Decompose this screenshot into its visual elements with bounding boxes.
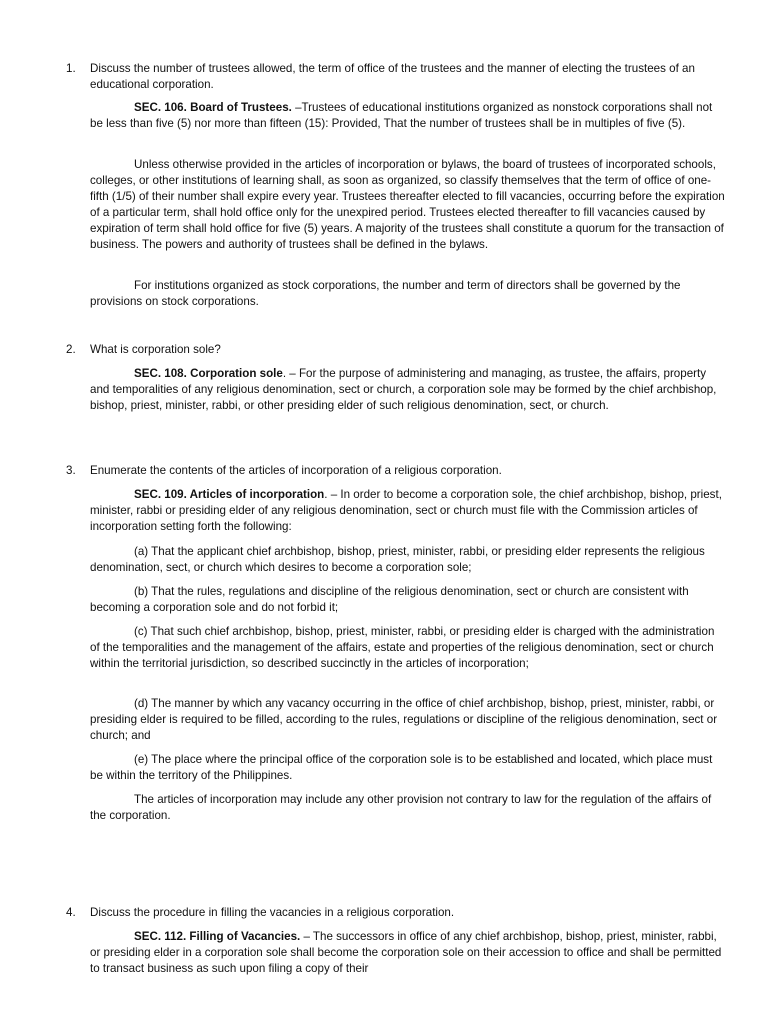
paragraph-text: (a) That the applicant chief archbishop, bishop, priest, minister, rabbi, or presiding elder represents the religious denomination, sect, or church which desires to become a corporation sole;: [90, 545, 705, 574]
paragraph: [90, 278, 726, 310]
paragraph-text: . – For the purpose of administering and managing, as trustee, the affairs, property and temporalities of any religious denomination, sect or church, a corporation sole may be formed by the chief archbishop, bishop, priest, minister, rabbi, or other presiding elder of such religious denomination, sect, or church.: [90, 367, 717, 412]
paragraph: [90, 752, 726, 784]
paragraph: [90, 100, 726, 132]
question-number: 1.: [66, 62, 76, 75]
paragraph: [90, 929, 726, 977]
question-number: 3.: [66, 464, 76, 477]
paragraph-text: – The successors in office of any chief archbishop, bishop, priest, minister, rabbi, or presiding elder in a corporation sole shall become the corporation sole on their accession to office and shall be permitted to transact business as such upon filing a copy of their: [90, 930, 722, 975]
paragraph-text: (d) The manner by which any vacancy occurring in the office of chief archbishop, bishop, priest, minister, rabbi, or presiding elder is required to be filled, according to the rules, regulations or discipline of the religious denomination, sect or church; and: [90, 697, 718, 742]
question-text: Discuss the number of trustees allowed, the term of office of the trustees and the manner of electing the trustees of an educational corporation.: [90, 62, 695, 91]
paragraph: [90, 792, 726, 824]
question-number: 2.: [66, 343, 76, 356]
paragraph: [90, 624, 726, 672]
question-4: [66, 905, 726, 921]
paragraph-text: Unless otherwise provided in the articles of incorporation or bylaws, the board of trustees of incorporated schools, colleges, or other institutions of learning shall, as soon as organized, so classify themselves that the term of office of one-fifth (1/5) of their number shall expire every year. Trustees thereafter elected to fill vacancies, occurring before the expiration of a particular term, shall hold office only for the unexpired period. Trustees elected thereafter to fill vacancies caused by expiration of term shall hold office for five (5) years. A majority of the trustees shall constitute a quorum for the transaction of business. The powers and authority of trustees shall be defined in the bylaws.: [90, 158, 725, 251]
question-text: Discuss the procedure in filling the vacancies in a religious corporation.: [90, 906, 455, 919]
question-3: [66, 463, 726, 479]
paragraph: [90, 157, 726, 253]
question-text: Enumerate the contents of the articles of incorporation of a religious corporation.: [90, 464, 502, 477]
paragraph: [90, 584, 726, 616]
paragraph-text: The articles of incorporation may include any other provision not contrary to law for the regulation of the affairs of the corporation.: [90, 793, 712, 822]
question-1: [66, 61, 726, 93]
paragraph: [90, 544, 726, 576]
paragraph-text: (e) The place where the principal office of the corporation sole is to be established and located, which place must be within the territory of the Philippines.: [90, 753, 713, 782]
section-heading: SEC. 108. Corporation sole: [134, 367, 283, 380]
paragraph-text: –Trustees of educational institutions organized as nonstock corporations shall not be less than five (5) nor more than fifteen (15): Provided, That the number of trustees shall be in multiples of five (5).: [90, 101, 713, 130]
paragraph-text: . – In order to become a corporation sole, the chief archbishop, bishop, priest, minister, rabbi or presiding elder of any religious denomination, sect or church must file with the Commission articles of incorporation setting forth the following:: [90, 488, 722, 533]
paragraph: [90, 696, 726, 744]
paragraph: [90, 487, 726, 535]
question-number: 4.: [66, 906, 76, 919]
section-heading: SEC. 112. Filling of Vacancies.: [134, 930, 301, 943]
section-heading: SEC. 109. Articles of incorporation: [134, 488, 325, 501]
paragraph-text: (b) That the rules, regulations and discipline of the religious denomination, sect or church are consistent with becoming a corporation sole and do not forbid it;: [90, 585, 689, 614]
question-2: [66, 342, 726, 358]
paragraph: [90, 366, 726, 414]
section-heading: SEC. 106. Board of Trustees.: [134, 101, 292, 114]
paragraph-text: (c) That such chief archbishop, bishop, priest, minister, rabbi, or presiding elder is charged with the administration of the temporalities and the management of the affairs, estate and properties of the religious denomination, sect or church within the territorial jurisdiction, so described succinctly in the articles of incorporation;: [90, 625, 715, 670]
question-text: What is corporation sole?: [90, 343, 221, 356]
paragraph-text: For institutions organized as stock corporations, the number and term of directors shall be governed by the provisions on stock corporations.: [90, 279, 681, 308]
